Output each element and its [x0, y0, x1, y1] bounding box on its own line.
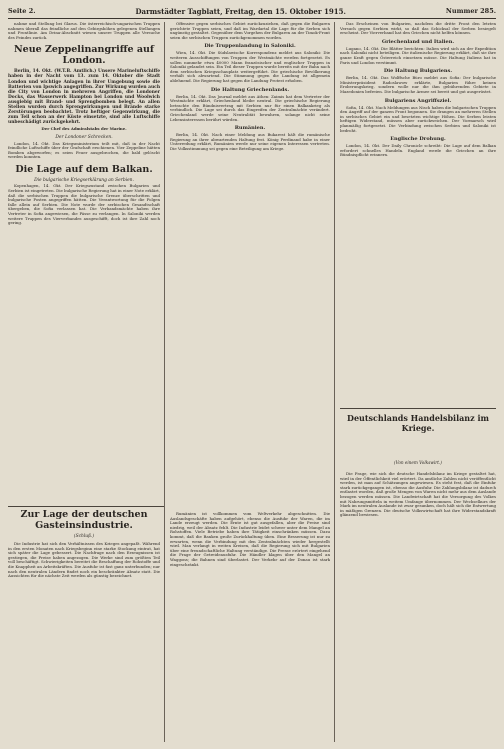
headline-zeppelin: Neue Zeppelinangriffe auf London. [13, 44, 155, 67]
issue-number: Nummer 285. [445, 7, 496, 15]
article-balkan: Kopenhagen, 14. Okt. Der Kriegszustand zwischen Bulgarien und Serbien ist eingetreten. Die bulgarische Regierung hat in einer Note erklärt, daß die serbischen Truppen die bulgarische Grenze überschritten und bulgarische Posten angegriffen hätten. Die Verantwortung für die Folgen falle allein auf Serbien. Die Note wurde der serbischen Gesandtschaft übergeben, die Sofia verlassen hat. Die Verbandsmächte haben ihre Vertreter in Sofia angewiesen, die Pässe zu verlangen. In Saloniki werden weitere Truppen des Vierverbandes ausgeschifft, doch ist ihre Zahl noch gering. [8, 183, 160, 226]
column-1 [8, 22, 160, 504]
article-handelsbilanz-text: Die Frage, wie sich die deutsche Handelsbilanz im Kriege gestaltet hat, wird in der Öffentlichkeit viel erörtert. Da amtliche Zahlen nicht veröffentlicht werden, ist man auf Schätzungen angewiesen. Es steht fest, daß die Einfuhr stark zurückgegangen ist, ebenso die Ausfuhr. Die Zahlungsbilanz ist dadurch entlastet worden, daß große Mengen von Waren nicht mehr aus dem Auslande bezogen werden müssen. Die Landwirtschaft hat die Versorgung des Volkes mit Nahrungsmitteln in weitem Umfange übernommen. Der Wechselkurs der Mark im neutralen Auslande ist zwar gesunken, doch hält sich die Entwertung in mäßigen Grenzen. Die deutsche Volkswirtschaft hat ihre Widerstandskraft glänzend bewiesen. [340, 472, 496, 518]
article-text: Das Erscheinen von Bulgarien, nachdem die dritte Front den letzten Versuch gegen Serbien wirkt, so daß das Schicksal der Serben besiegelt erscheint. Der Vierverband hat den Griechen nicht helfen können. [340, 22, 496, 36]
article-text: nahme und Stellung bei Glarus. Die österreichisch-ungarischen Truppen nahmen überall das feindliche auf den Gebirgshöhen gelegenen Stellungen und Frontlinie. Am Drina-Abschnitt wiesen unsere Truppen alle Versuche des Feindes zurück. [8, 22, 160, 40]
column-rule-1 [164, 22, 165, 742]
subheading-griechenland: Die Haltung Griechenlands. [210, 86, 290, 93]
article-industrie [8, 542, 160, 742]
article-griechenland: Berlin, 14. Okt. Das Journal meldet aus Athen: Zaimis hat dem Vertreter der Westmächte erklärt, Griechenland bleibe neutral. Die griechische Regierung betrachte den Bündnisvertrag mit Serbien nur für einen Balkankrieg als verbindlich. Die Lage sei durch das Eingreifen der Zentralmächte verändert. Griechenland werde seine Neutralität bewahren, solange nicht seine Lebensinteressen berührt würden. [170, 93, 330, 122]
subheading-angriff: Bulgariens Angriffsziel. [384, 97, 452, 104]
article-bulgarien: Berlin, 14. Okt. Das Wolffsche Büro meldet aus Sofia: Der bulgarische Ministerpräsident Radoslawow erklärte, Bulgarien führe keinen Eroberungskrieg, sondern wolle nur die ihm gebührenden Gebiete in Mazedonien befreien. Die bulgarische Armee sei bereit und gut ausgerüstet. [340, 75, 496, 94]
subheading-london: Der Londoner Schrecken. [55, 135, 113, 140]
masthead-title: Darmstädter Tagblatt, Freitag, den 15. Oktober 1915. [135, 6, 346, 16]
article-text: Offensive gegen serbisches Gebiet zurückzuziehen, daß gegen die Bulgaren gerichtete Truppen seien, und daß im Wardartal die Lage für die Serben sich ungünstig gestaltet. Gegenüber dem Vorgehen der Bulgaren an der Timok-Front seien die serbischen Truppen zurückgenommen worden. [170, 22, 330, 40]
article-saloniki: Wien, 14. Okt. Die Südslawische Korrespondenz meldet aus Saloniki: Die weiteren Ausschiffungen von Truppen der Westmächte werden fortgesetzt. Es sollen nunmehr etwa 40000 Mann französischer und englischer Truppen in Saloniki gelandet sein. Ein Teil dieser Truppen wurde bereits mit der Bahn nach dem serbischen Kriegsschauplatz weitergeführt. Die griechische Bevölkerung verhält sich abwartend. Die Stimmung gegen die Landung ist allgemein ablehnend. Die Regierung hat gegen die Landung Protest erhoben. [170, 50, 330, 83]
article-signature: Der Chef des Admiralstabs der Marine. [41, 126, 127, 132]
article-london: London, 14. Okt. Das Kriegsministerium teilt mit, daß in der Nacht feindliche Luftschiffe über der Grafschaft erschienen. Vier Zeppeline hätten Bomben abgeworfen; es seien Feuer ausgebrochen, die bald gelöscht werden konnten. [8, 140, 160, 160]
article-drohung: London, 14. Okt. Der Daily Chronicle schreibt: Die Lage auf dem Balkan erfordert schnelles Handeln. England werde die Griechen an ihre Bündnispflicht erinnern. [340, 143, 496, 158]
subheading-schluss: (Schluß.) [73, 534, 95, 539]
page-number: Seite 2. [8, 7, 36, 15]
headline-handelsbilanz: Deutschlands Handelsbilanz im Kriege. [347, 413, 489, 433]
column-rule-2 [334, 22, 335, 742]
subheading-italien: Griechenland und Italien. [381, 38, 455, 45]
column-3 [340, 22, 496, 412]
section-rule-left [8, 506, 164, 507]
subheading-bulgarien: Die Haltung Bulgariens. [383, 68, 453, 75]
subheading-volkswirt: (Von einem Volkswirt.) [394, 460, 442, 465]
headline-industrie: Zur Lage der deutschen Gasteinsindustrie. [20, 509, 148, 531]
column-2 [170, 22, 330, 504]
article-handelsbilanz [340, 472, 496, 742]
page-header [8, 4, 496, 19]
article-rumaenien: Berlin, 14. Okt. Nach einer Meldung aus Bukarest hält die rumänische Regierung an ihrer abwartenden Haltung fest. König Ferdinand habe in einer Unterredung erklärt, Rumänien werde nur seine eigenen Interessen vertreten. Die Volksstimmung sei gegen eine Beteiligung am Kriege. [170, 132, 330, 151]
article-continuation-text: Rumänien ist vollkommen vom Weltverkehr abgeschnitten. Die Auslandsgeschäfte haben aufgehört, ebenso die Ausfuhr der Waren, die im Lande erzeugt werden. Die Ernte ist gut ausgefallen, aber die Preise sind niedrig, weil der Absatz fehlt. Die Industrie leidet schwer unter dem Mangel an Rohstoffen. Viele Betriebe haben ihre Tätigkeit einschränken müssen. Dazu kommt, daß die Banken große Zurückhaltung üben. Eine Besserung ist nur zu erwarten, wenn die Verbindung mit den Zentralmächten wieder hergestellt wird. Man verlangt in weiten Kreisen, daß die Regierung sich mit Bulgarien über eine freundschaftliche Haltung verständige. Die Presse erörtert eingehend die Frage der Getreideausfuhr. Die Händler klagen über den Mangel an Waggons; die Bahnen sind überlastet. Der Verkehr auf der Donau ist stark eingeschränkt. [170, 512, 330, 567]
subheading-drohung: Englische Drohung. [390, 136, 446, 143]
article-continuation [170, 512, 330, 742]
subheading-rumaenien: Rumänien. [234, 125, 266, 132]
subheading-saloniki: Die Truppenlandung in Saloniki. [204, 43, 296, 50]
article-industrie-text: Die Industrie hat sich den Verhältnissen des Krieges angepaßt. Während in den ersten Monaten nach Kriegsbeginn eine starke Stockung eintrat, hat sich später die Lage gebessert. Die Nachfrage nach den Erzeugnissen ist gestiegen, die Preise haben angezogen. Die Werke sind zum größten Teil voll beschäftigt. Schwierigkeiten bereitet die Beschaffung der Rohstoffe und die Knappheit an Arbeitskräften. Die Ausfuhr ist fast ganz unterbunden; nur nach den neutralen Ländern findet noch ein beschränkter Absatz statt. Die Aussichten für die nächste Zeit werden als günstig bezeichnet. [8, 542, 160, 579]
article-angriff: Sofia, 14. Okt. Nach Meldungen aus Nisch haben die bulgarischen Truppen den Angriff auf der ganzen Front begonnen. Sie drangen an mehreren Stellen in serbisches Gebiet ein und besetzten wichtige Höhen. Die Serben leisten heftigen Widerstand, müssen aber zurückweichen. Der Vormarsch wird planmäßig fortgesetzt. Die Verbindung zwischen Serbien und Saloniki ist bedroht. [340, 104, 496, 133]
article-italien: Lugano, 14. Okt. Die Blätter berichten: Italien wird sich an der Expedition nach Saloniki nicht beteiligen. Die italienische Regierung erklärt, daß sie ihre ganze Kraft gegen Österreich einsetzen müsse. Die Haltung Italiens hat in Paris und London verstimmt. [340, 45, 496, 65]
article-zeppelin: Berlin, 14. Okt. (W.T.B. Amtlich.) Unsere Marineluftschiffe haben in der Nacht vom 13. zum 14. Oktober die Stadt London und wichtige Anlagen in ihrer Umgebung sowie die Batterien von Ipswich angegriffen. Zur Wirkung wurden auch die City von London in mehreren Angriffen, die Londoner Docks, das Wasserwerk Hampton bei London und Woolwich ausgiebig mit Brand- und Sprengbomben belegt. An allen Stellen wurden durch Sprengwirkungen und Brände starke Zerstörungen beobachtet. Trotz heftiger Gegenwirkung, die zum Teil schon an der Küste einsetzte, sind alle Luftschiffe unbeschädigt zurückgekehrt. [8, 69, 160, 126]
subheading-balkan: Die bulgarische Kriegserklärung an Serbien. [34, 177, 134, 183]
headline-balkan: Die Lage auf dem Balkan. [15, 163, 153, 175]
